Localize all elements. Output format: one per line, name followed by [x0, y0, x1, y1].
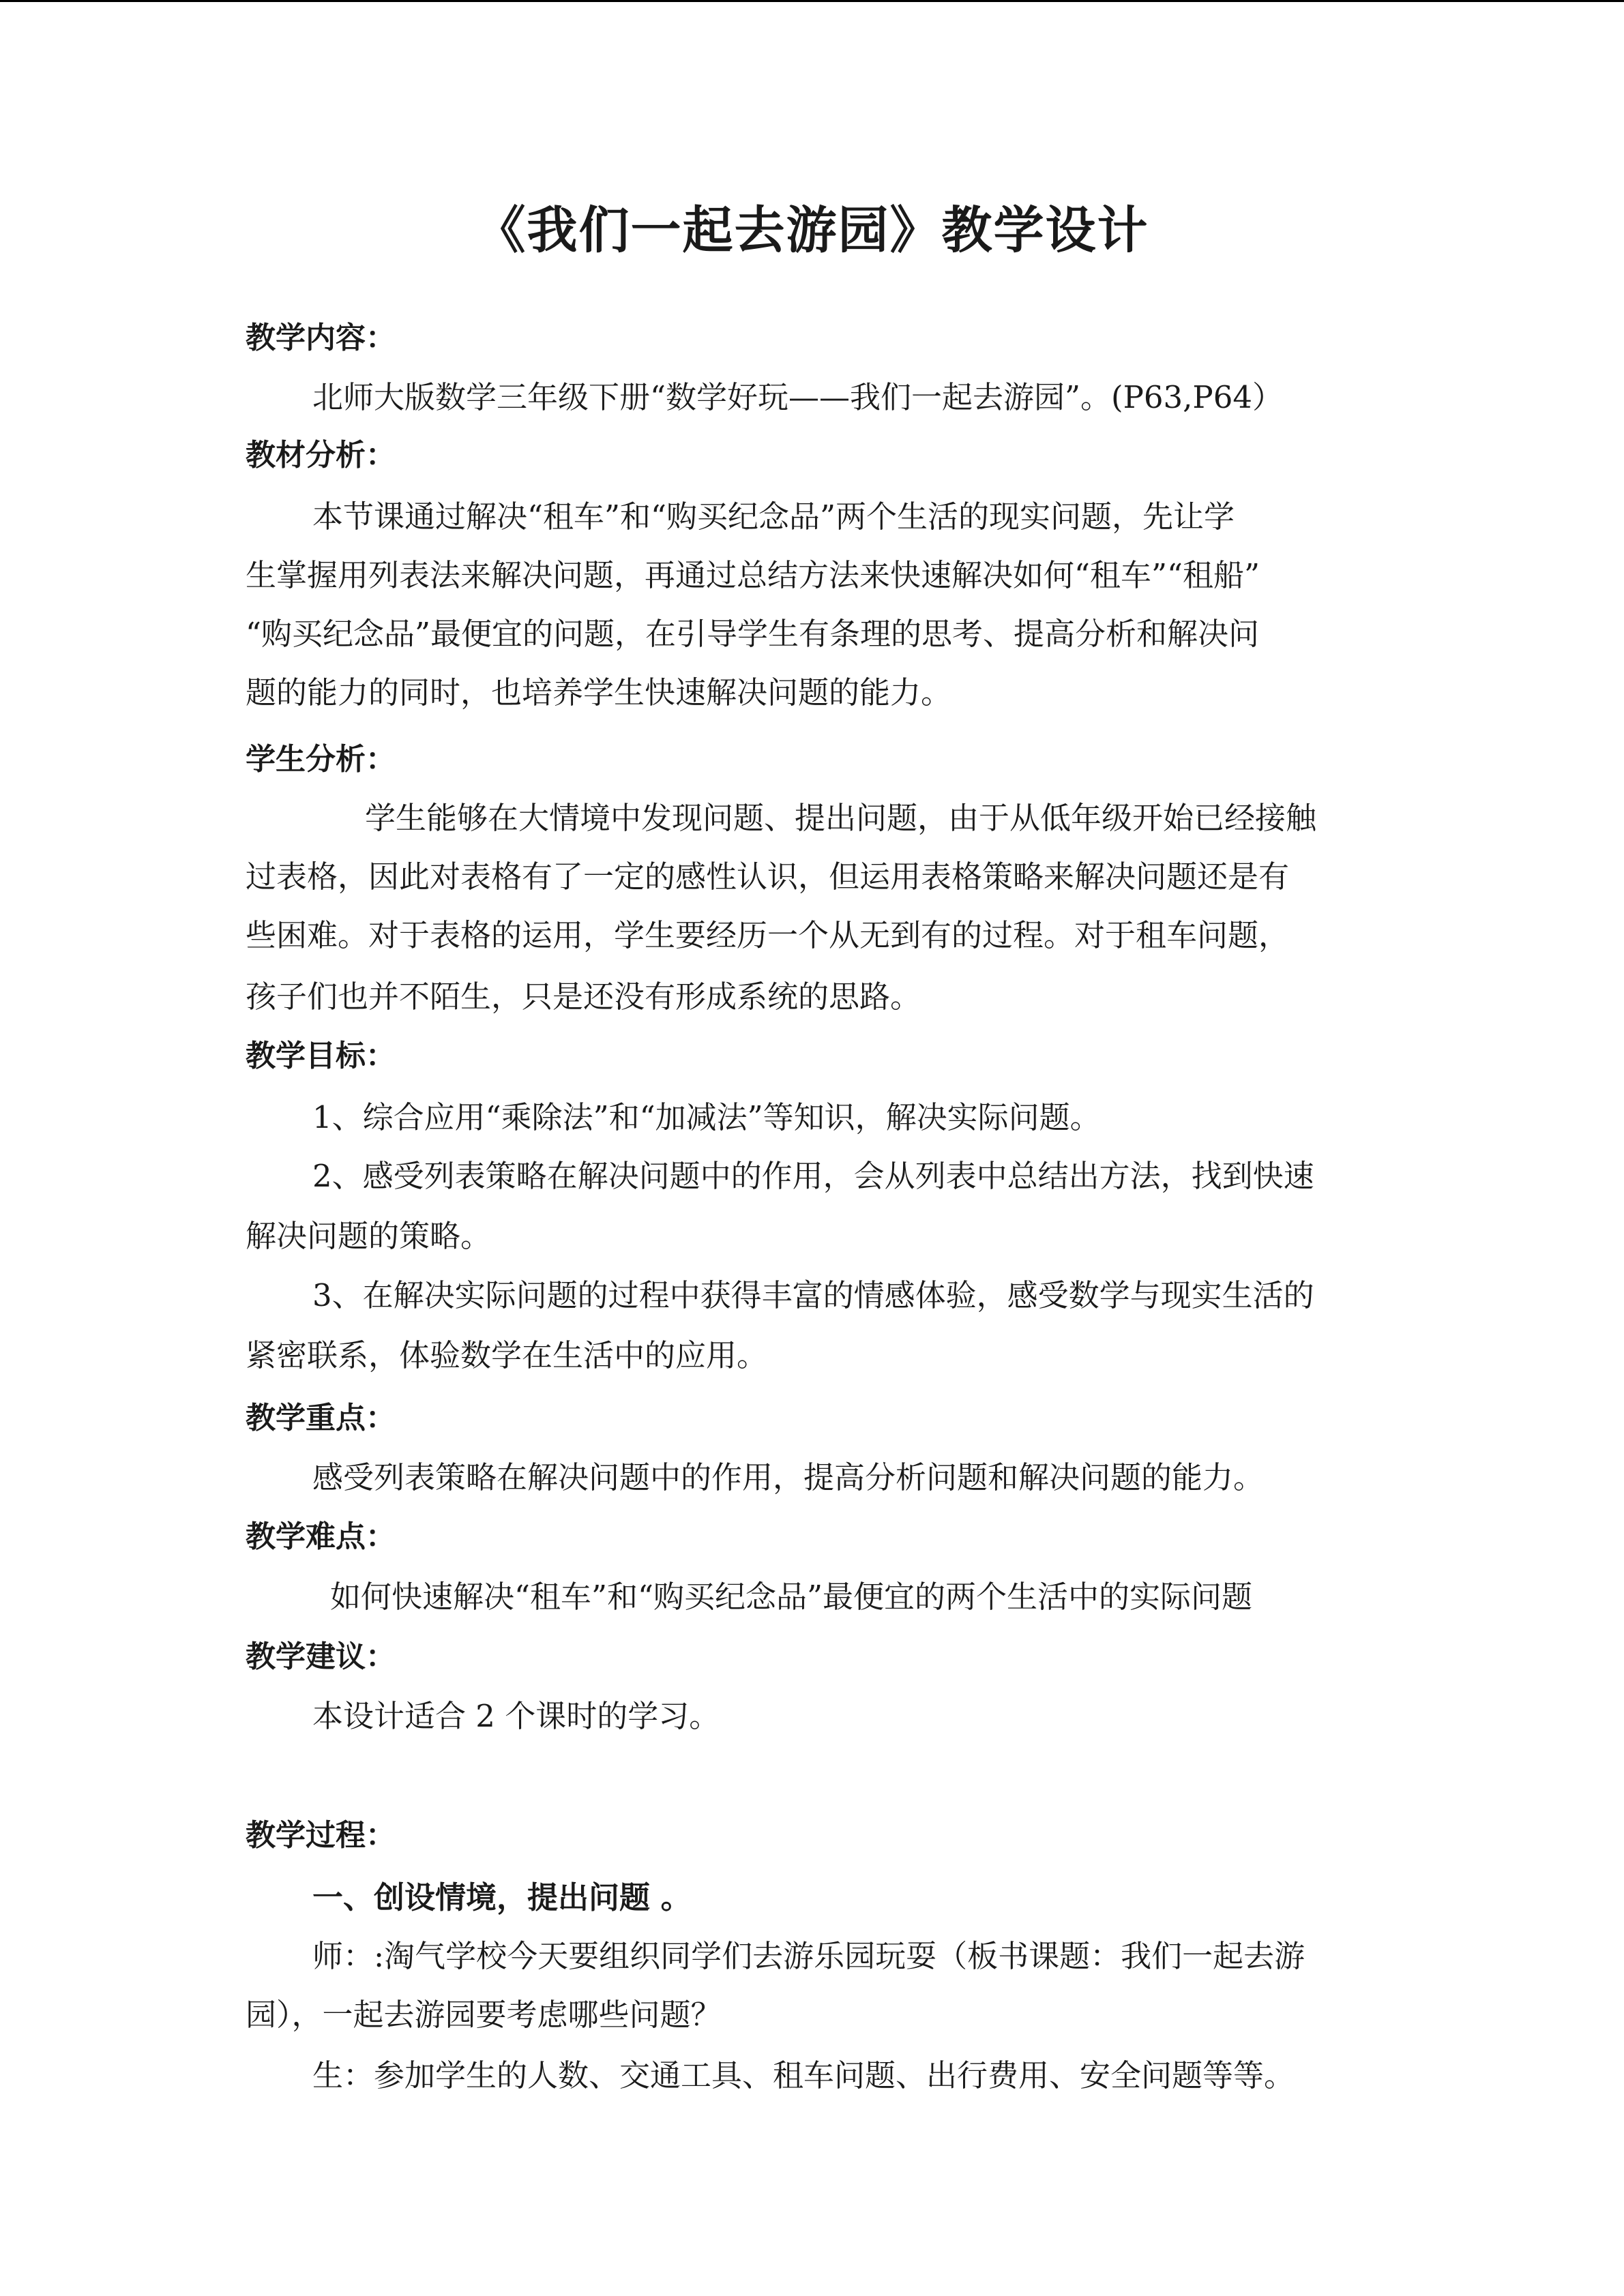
paragraph-line: 本节课通过解决“租车”和“购买纪念品”两个生活的现实问题，先让学 [312, 498, 1235, 535]
heading-student-analysis: 学生分析： [246, 742, 396, 777]
heading-objectives: 教学目标： [246, 1039, 396, 1073]
heading-suggestions: 教学建议： [246, 1639, 396, 1674]
objective-item-continued: 解决问题的策略。 [246, 1218, 492, 1254]
document-title: 《我们一起去游园》教学设计 [475, 201, 1149, 260]
dialogue-line: 生：参加学生的人数、交通工具、租车问题、出行费用、安全问题等等。 [312, 2057, 1295, 2093]
paragraph-line: 生掌握用列表法来解决问题，再通过总结方法来快速解决如何“租车”“租船” [246, 557, 1260, 593]
paragraph-line: 孩子们也并不陌生，只是还没有形成系统的思路。 [246, 979, 921, 1015]
objective-item: 1、综合应用“乘除法”和“加减法”等知识，解决实际问题。 [312, 1099, 1101, 1135]
heading-process: 教学过程： [246, 1818, 396, 1853]
paragraph-line: 些困难。对于表格的运用，学生要经历一个从无到有的过程。对于租车问题， [246, 917, 1290, 953]
dialogue-line: 师：:淘气学校今天要组织同学们去游乐园玩耍（板书课题：我们一起去游 [312, 1938, 1305, 1974]
process-subheading: 一、创设情境，提出问题 。 [312, 1879, 692, 1915]
content-line: 北师大版数学三年级下册“数学好玩——我们一起去游园”。(P63,P64） [312, 379, 1283, 415]
objective-item: 2、感受列表策略在解决问题中的作用，会从列表中总结出方法，找到快速 [312, 1158, 1314, 1194]
paragraph-line: “购买纪念品”最便宜的问题，在引导学生有条理的思考、提高分析和解决问 [246, 616, 1260, 652]
heading-difficulties: 教学难点： [246, 1519, 396, 1554]
heading-key-points: 教学重点： [246, 1401, 396, 1435]
suggestion-line: 本设计适合 2 个课时的学习。 [312, 1698, 720, 1734]
objective-item-continued: 紧密联系，体验数学在生活中的应用。 [246, 1337, 768, 1373]
paragraph-line: 题的能力的同时，也培养学生快速解决问题的能力。 [246, 674, 952, 711]
heading-textbook-analysis: 教材分析： [246, 438, 396, 473]
difficulty-line: 如何快速解决“租车”和“购买纪念品”最便宜的两个生活中的实际问题 [330, 1579, 1253, 1615]
paragraph-line: 学生能够在大情境中发现问题、提出问题，由于从低年级开始已经接触 [365, 800, 1317, 836]
heading-teaching-content: 教学内容： [246, 320, 396, 355]
objective-item: 3、在解决实际问题的过程中获得丰富的情感体验，感受数学与现实生活的 [312, 1277, 1314, 1313]
paragraph-line: 过表格，因此对表格有了一定的感性认识，但运用表格策略来解决问题还是有 [246, 859, 1290, 895]
dialogue-line: 园），一起去游园要考虑哪些问题？ [246, 1997, 722, 2033]
key-point-line: 感受列表策略在解决问题中的作用，提高分析问题和解决问题的能力。 [312, 1459, 1265, 1495]
